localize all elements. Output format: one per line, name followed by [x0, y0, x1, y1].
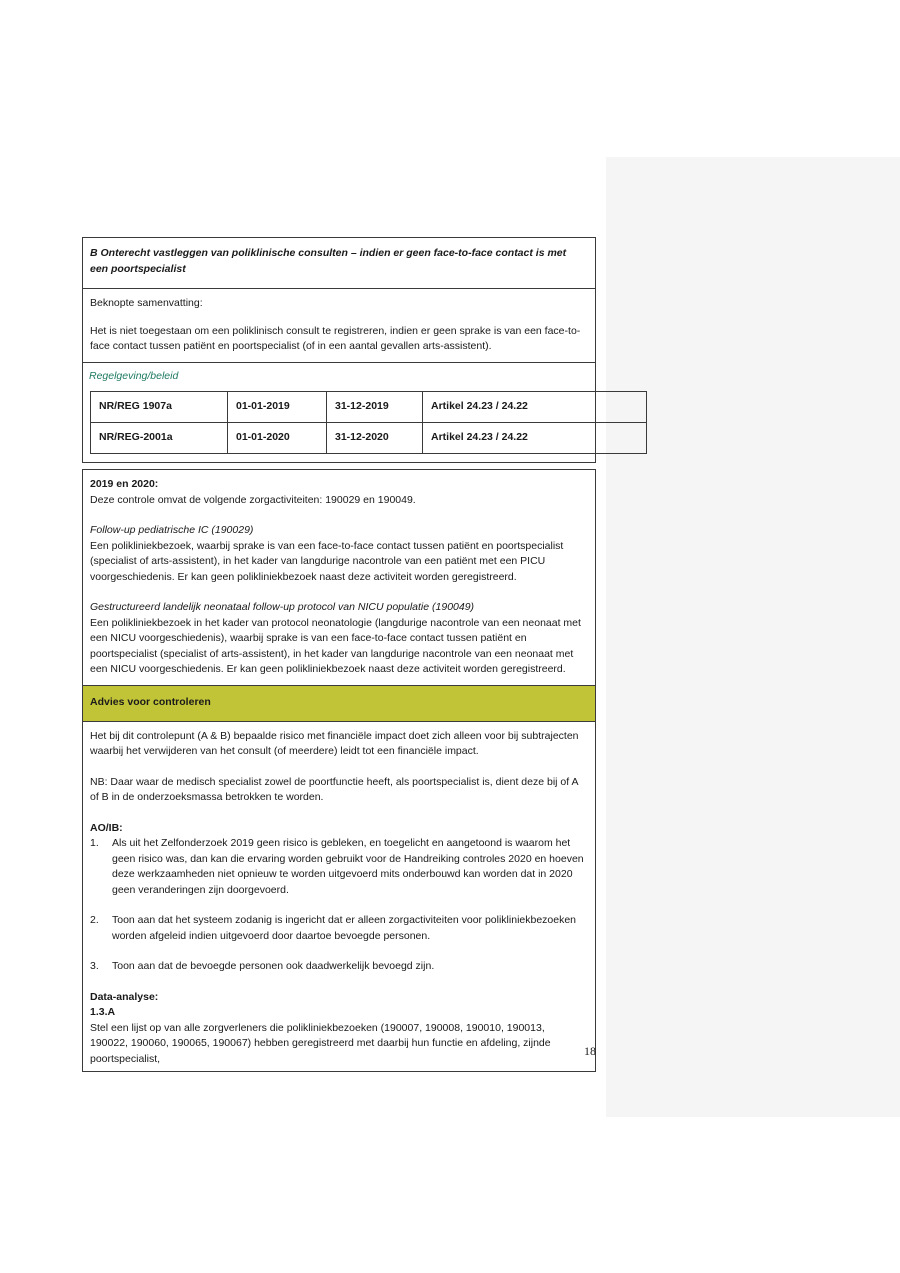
- summary-body: Het is niet toegestaan om een poliklinisch consult te registreren, indien er geen sprake is van een face-to-face contact tussen patiënt en poortspecialist (of in een aantal gevallen arts-assistent).: [90, 324, 581, 352]
- scope-heading: 2019 en 2020:: [90, 478, 159, 490]
- regulation-end-date: 31-12-2020: [327, 423, 423, 454]
- data-analysis-text: Stel een lijst op van alle zorgverleners die polikliniekbezoeken (190007, 190008, 190010, 190013, 190022, 190060, 190065, 190067) hebben geregistreerd met daarbij hun functie en afdeling, zijnde poortspecialist,: [90, 1021, 551, 1065]
- advice-paragraph: Het bij dit controlepunt (A & B) bepaalde risico met financiële impact doet zich alleen voor bij subtrajecten waarbij het verwijderen van het consult (of meerdere) leidt tot een financiële impact.: [90, 729, 579, 757]
- advice-nb-note: NB: Daar waar de medisch specialist zowel de poortfunctie heeft, als poortspecialist is, dient deze bij of A of B in de onderzoeksmassa betrokken te worden.: [90, 775, 578, 803]
- aoib-list-item: [90, 913, 585, 944]
- care-activity-body: Een polikliniekbezoek in het kader van protocol neonatologie (langdurige nacontrole van een neonaat met een NICU voorgeschiedenis), waarbij sprake is van een face-to-face contact tussen patiënt en poortspecialist (specialist of arts-assistent), in het kader van langdurige nacontrole van een neonaat met een NICU voorgeschiedenis. Er kan geen polikliniekbezoek naast deze activiteit worden geregistreerd.: [90, 616, 581, 675]
- aoib-heading: AO/IB:: [90, 821, 123, 834]
- summary-heading: Beknopte samenvatting:: [90, 297, 203, 309]
- control-point-table: [82, 237, 596, 463]
- regulation-heading: Regelgeving/beleid: [89, 369, 179, 382]
- list-item-number: 3.: [90, 960, 99, 972]
- regulation-row: [91, 423, 647, 454]
- list-item-number: 2.: [90, 914, 99, 926]
- list-item-text: Toon aan dat het systeem zodanig is ingericht dat er alleen zorgactiviteiten voor polikliniekbezoeken worden afgeleid indien uitgevoerd door daartoe bevoegde personen.: [112, 914, 577, 942]
- control-point-title: B Onterecht vastleggen van poliklinische consulten – indien er geen face-to-face contact is met een poortspecialist: [90, 247, 567, 275]
- data-analysis-heading: Data-analyse:: [90, 990, 159, 1003]
- control-point-title-cell: [83, 238, 595, 288]
- care-activity-title: Follow-up pediatrische IC (190029): [90, 524, 254, 536]
- regulation-article: Artikel 24.23 / 24.22: [423, 423, 647, 454]
- list-item-number: 1.: [90, 837, 99, 849]
- right-margin-panel: [606, 157, 900, 1117]
- care-activity-title: Gestructureerd landelijk neonataal follow-up protocol van NICU populatie (190049): [90, 601, 475, 613]
- advice-table: [82, 469, 596, 1072]
- list-item-text: Toon aan dat de bevoegde personen ook daadwerkelijk bevoegd zijn.: [112, 960, 435, 972]
- regulation-start-date: 01-01-2020: [228, 423, 327, 454]
- advice-section-header: [83, 685, 595, 721]
- regulation-row: [91, 392, 647, 423]
- aoib-list-item: [90, 836, 585, 898]
- advice-content-cell: [83, 721, 595, 1072]
- page-number: 18: [584, 1044, 596, 1058]
- regulation-end-date: 31-12-2019: [327, 392, 423, 423]
- regulation-code: NR/REG-2001a: [91, 423, 228, 454]
- care-activity-body: Een polikliniekbezoek, waarbij sprake is van een face-to-face contact tussen patiënt en poortspecialist (specialist of arts-assistent), in het kader van langdurige nacontrole van een patiënt met een PICU voorgeschiedenis. Er kan geen polikliniekbezoek naast deze activiteit worden geregistreerd.: [90, 539, 564, 583]
- regulation-article: Artikel 24.23 / 24.22: [423, 392, 647, 423]
- scope-intro: Deze controle omvat de volgende zorgactiviteiten: 190029 en 190049.: [90, 493, 416, 506]
- list-item-text: Als uit het Zelfonderzoek 2019 geen risico is gebleken, en toegelicht en aangetoond is waarom het geen risico was, dan kan die ervaring worden gebruikt voor de Handreiking controles 2020 en hoeven deze werkzaamheden niet opnieuw te worden uitgevoerd mits onderbouwd kan worden dat in 2020 geen veranderingen zijn doorgevoerd.: [112, 837, 584, 896]
- document-body: [82, 237, 596, 1072]
- regulation-table: [90, 391, 647, 454]
- data-analysis-code: 1.3.A: [90, 1006, 116, 1018]
- regulation-cell: [83, 362, 595, 463]
- regulation-start-date: 01-01-2019: [228, 392, 327, 423]
- summary-cell: [83, 288, 595, 362]
- scope-cell: [83, 470, 595, 685]
- advice-section-header-label: Advies voor controleren: [90, 696, 211, 709]
- regulation-code: NR/REG 1907a: [91, 392, 228, 423]
- aoib-list-item: [90, 959, 585, 975]
